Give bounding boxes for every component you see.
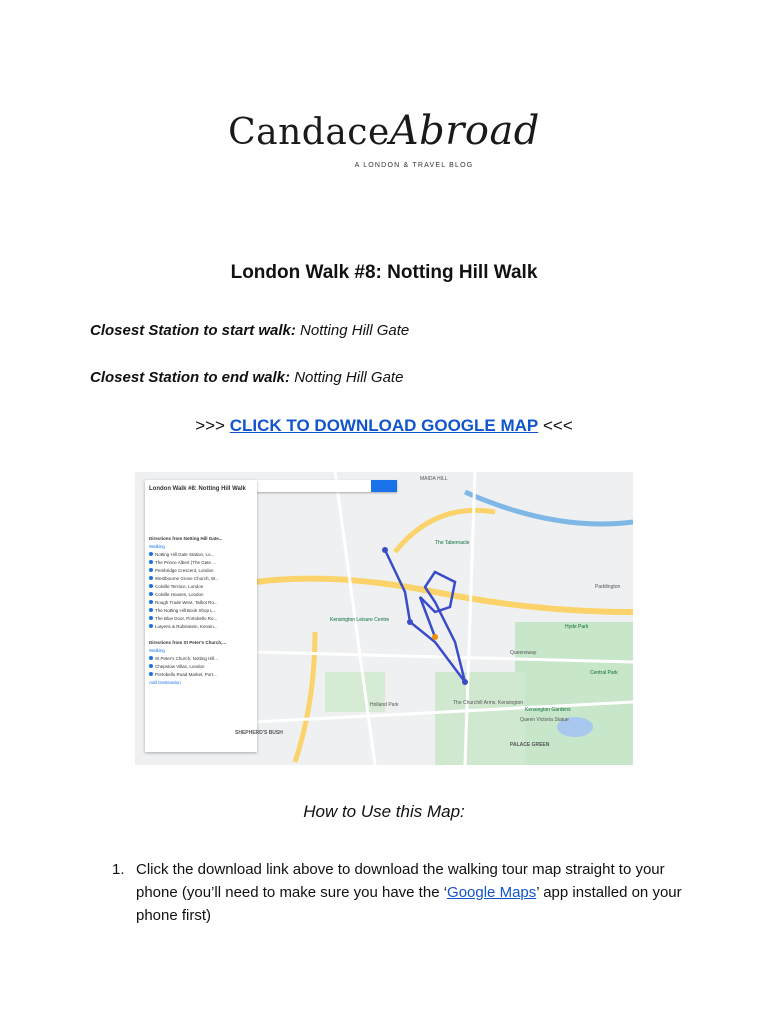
- download-map-link[interactable]: CLICK TO DOWNLOAD GOOGLE MAP: [229, 416, 539, 435]
- map-panel-title: London Walk #8: Notting Hill Walk: [149, 486, 246, 492]
- google-maps-link[interactable]: Google Maps: [447, 884, 537, 901]
- map-layer-2: Directions from St Peter's Church,...: [149, 639, 227, 645]
- map-stop: Pembridge Crescent, London: [145, 566, 257, 574]
- map-stop: Notting Hill Gate Station, Lo...: [145, 550, 257, 558]
- map-legend-panel: London Walk #8: Notting Hill Walk Directions from Notting Hill Gate... Walking Notting Hill Gate Station, Lo... The Prince Albert (The Gate ... Pembridge Crescent, London Westbourne Grove Church, W... Colville Terrace, London Colville Houses, London Rough Trade West, Talbot Ro... The Notting Hill Book Shop L... The Blue Door, Portobello Ro... Lutyens & Rubinstein, Kensin... Directions from St Peter's Church,... Walking St Peter's Church, Notting Hill... Chepstow Villas, London Portobello Road Market, Port... Add Destination: [145, 480, 257, 752]
- map-search-button[interactable]: [371, 480, 397, 492]
- start-station: Closest Station to start walk: Notting Hill Gate: [90, 322, 410, 339]
- map-stop: Lutyens & Rubinstein, Kensin...: [145, 622, 257, 630]
- map-stop: Portobello Road Market, Port...: [145, 670, 257, 678]
- map-layer-1: Directions from Notting Hill Gate...: [149, 535, 223, 541]
- map-stop: Westbourne Grove Church, W...: [145, 574, 257, 582]
- map-stop: St Peter's Church, Notting Hill...: [145, 654, 257, 662]
- map-search-bar[interactable]: [257, 480, 397, 492]
- steps-list: [112, 858, 692, 927]
- map-stop: The Blue Door, Portobello Ro...: [145, 614, 257, 622]
- logo-tagline: A LONDON & TRAVEL BLOG: [354, 162, 474, 169]
- map-stop: Rough Trade West, Talbot Ro...: [145, 598, 257, 606]
- map-stop: The Prince Albert (The Gate ...: [145, 558, 257, 566]
- logo-wordmark: CandaceAbroad: [228, 108, 540, 154]
- download-line: >>> CLICK TO DOWNLOAD GOOGLE MAP <<<: [195, 416, 573, 435]
- how-to-heading: How to Use this Map:: [303, 802, 465, 821]
- blog-logo: [0, 108, 768, 169]
- list-item: 1. Click the download link above to download the walking tour map straight to your phone (you’ll need to make sure you have the ‘Google Maps’ app installed on your phone first): [112, 861, 682, 924]
- map-stop: The Notting Hill Book Shop L...: [145, 606, 257, 614]
- end-station: Closest Station to end walk: Notting Hill Gate: [90, 369, 404, 386]
- map-screenshot: London Walk #8: Notting Hill Walk Directions from Notting Hill Gate... Walking Notting Hill Gate Station, Lo... The Prince Albert (The Gate ... Pembridge Crescent, London Westbourne Grove Church, W... Colville Terrace, London Colville Houses, London Rough Trade West, Talbot Ro... The Notting Hill Book Shop L... The Blue Door, Portobello Ro... Lutyens & Rubinstein, Kensin... Directions from St Peter's Church,... Walking St Peter's Church, Notting Hill... Chepstow Villas, London Portobello Road Market, Port... Add Destination MAIDA HILL The Tabernacle Kensington Leisure Centre Hyde Park Kensington Gardens Queensway Paddington SHEPHERD'S BUSH Holland Park PALACE GREEN Central Park The Churchill Arms, Kensington Queen Victoria Statue: [135, 472, 633, 765]
- page-title: London Walk #8: Notting Hill Walk: [230, 262, 538, 283]
- map-stop: Colville Houses, London: [145, 590, 257, 598]
- add-destination: Add Destination: [149, 679, 181, 685]
- map-stop: Colville Terrace, London: [145, 582, 257, 590]
- map-stop: Chepstow Villas, London: [145, 662, 257, 670]
